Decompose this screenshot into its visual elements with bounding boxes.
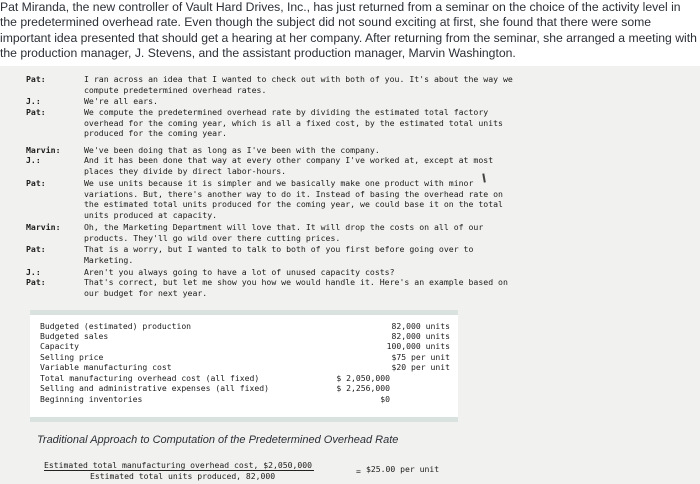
speaker-label: J.:: [26, 267, 41, 277]
formula-numerator: Estimated total manufacturing overhead cost, $2,050,000: [44, 460, 313, 470]
speaker-label: J.:: [26, 155, 41, 165]
dialogue-text: We've been doing that as long as I've been with the company.: [84, 145, 380, 155]
row-value: 82,000 units: [391, 321, 450, 331]
scanned-case-page: [0, 66, 700, 484]
speaker-label: Pat:: [26, 244, 46, 254]
section-title: Traditional Approach to Computation of the Predetermined Overhead Rate: [37, 434, 399, 446]
table-row: [40, 341, 450, 351]
speaker-label: Marvin:: [26, 222, 61, 232]
row-value: $0: [380, 394, 390, 404]
dialogue-text: And it has been done that way at every other company I've worked at, except at most places they divide by direct labor-hours.: [84, 155, 494, 176]
dialogue-text: Aren't you always going to have a lot of unused capacity costs?: [84, 267, 395, 277]
table-row: [40, 394, 450, 404]
formula-denominator: Estimated total units produced, 82,000: [90, 471, 276, 481]
table-row: [40, 352, 450, 362]
row-label: Budgeted (estimated) production: [40, 321, 192, 331]
table-row: [40, 373, 450, 383]
formula-equals: =: [356, 466, 361, 476]
speaker-label: Pat:: [26, 277, 46, 287]
speaker-label: Pat:: [26, 74, 46, 84]
overhead-rate-formula: [44, 460, 464, 484]
mouse-cursor-icon: [482, 172, 491, 182]
dialogue-text: I ran across an idea that I wanted to check out with both of you. It's about the way we compute predetermined overhead rates.: [84, 74, 513, 95]
row-value: $ 2,256,000: [336, 383, 390, 393]
row-value: $20 per unit: [391, 362, 450, 372]
intro-paragraph: Pat Miranda, the new controller of Vault Hard Drives, Inc., has just returned from a seminar on the choice of the activity level in the predetermined overhead rate. Even though the subject did not sound exciting at first, she found that there were some important idea presented that should get a hearing at her company. After returning from the seminar, she arranged a meeting with the production manager, J. Stevens, and the assistant production manager, Marvin Washington.: [0, 0, 697, 61]
budget-data-table: [30, 310, 458, 422]
dialogue-text: We compute the predetermined overhead rate by dividing the estimated total factory overhead for the coming year, which is all a fixed cost, by the estimated total units produced for the coming year.: [84, 107, 503, 139]
dialogue-text: We're all ears.: [84, 96, 158, 106]
row-value: $75 per unit: [391, 352, 450, 362]
row-label: Variable manufacturing cost: [40, 362, 172, 372]
dialogue-text: Oh, the Marketing Department will love that. It will drop the costs on all of our products. They'll go wild over there cutting prices.: [84, 222, 484, 243]
speaker-label: Pat:: [26, 107, 46, 117]
row-label: Capacity: [40, 341, 79, 351]
speaker-label: Pat:: [26, 178, 46, 188]
dialogue-text: We use units because it is simpler and we basically make one product with minor variations. But, there's another way to do it. Instead of basing the overhead rate on the estimated total units produced for the coming year, we could base it on the total units produced at capacity.: [84, 178, 503, 220]
table-row: [40, 362, 450, 372]
row-label: Beginning inventories: [40, 394, 143, 404]
speaker-label: Marvin:: [26, 145, 61, 155]
formula-result: $25.00 per unit: [366, 464, 440, 474]
dialogue-text: That's correct, but let me show you how we would handle it. Here's an example based on our budget for next year.: [84, 277, 508, 298]
dialogue-text: That is a worry, but I wanted to talk to both of you first before going over to Marketing.: [84, 244, 474, 265]
row-value: $ 2,050,000: [336, 373, 390, 383]
row-label: Budgeted sales: [40, 331, 109, 341]
speaker-label: J.:: [26, 96, 41, 106]
row-value: 82,000 units: [391, 331, 450, 341]
row-value: 100,000 units: [386, 341, 450, 351]
row-label: Total manufacturing overhead cost (all fixed): [40, 373, 260, 383]
row-label: Selling and administrative expenses (all fixed): [40, 383, 270, 393]
table-row: [40, 331, 450, 341]
row-label: Selling price: [40, 352, 104, 362]
table-row: [40, 321, 450, 331]
table-row: [40, 383, 450, 393]
